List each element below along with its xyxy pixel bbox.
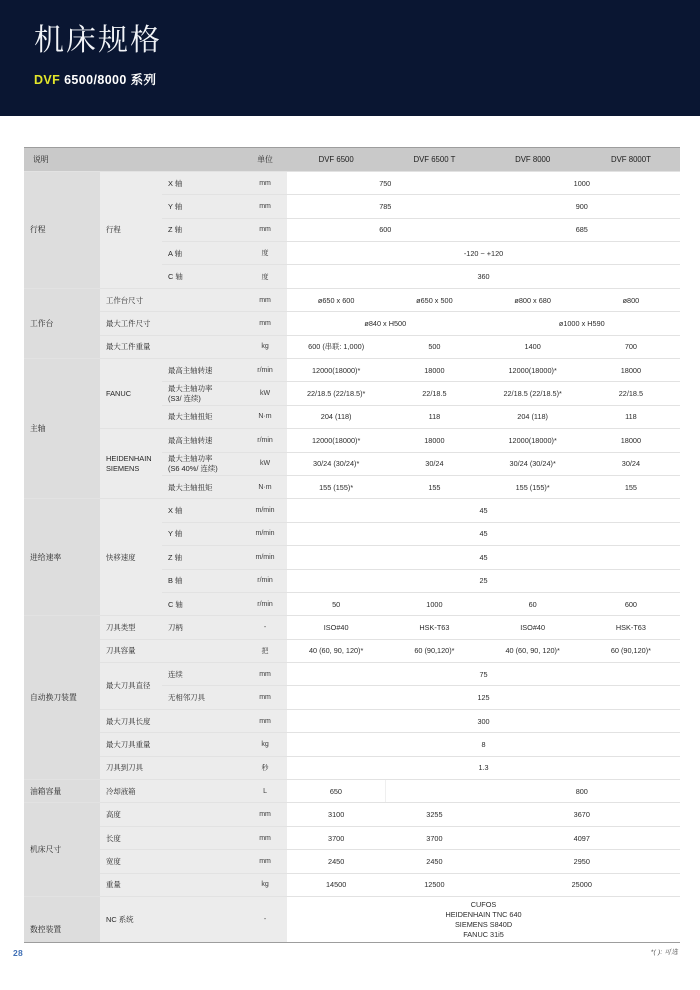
row-label-fanuc-max-power-line2: (S3/ 连续) (168, 393, 201, 403)
col-header-dvf8000t: DVF 8000T (582, 148, 680, 171)
value-travel-x-6500: 750 (287, 171, 484, 194)
value-worktable-size-1: ø650 x 600 (287, 288, 385, 311)
col-header-dvf8000: DVF 8000 (484, 148, 582, 171)
value-fanuc-power-4: 22/18.5 (582, 382, 680, 405)
table-row (24, 826, 680, 849)
value-fanuc-power-1: 22/18.5 (22/18.5)* (287, 382, 385, 405)
value-hs-power-4: 30/24 (582, 452, 680, 475)
row-sublabel-max-tool-dia-no-adjacent: 无相邻刀具 (162, 686, 243, 709)
row-label-hs-max-power (162, 452, 243, 475)
row-label-hs-max-torque: 最大主轴扭矩 (162, 475, 243, 498)
value-tool-capacity-2: 60 (90,120)* (385, 639, 483, 662)
value-tool-capacity-4: 60 (90,120)* (582, 639, 680, 662)
row-label-feed-x: X 轴 (162, 499, 243, 522)
row-label-machine-width: 宽度 (100, 850, 243, 873)
row-unit-travel-c: 度 (243, 265, 287, 288)
value-hs-speed-3: 12000(18000)* (484, 429, 582, 452)
value-hs-torque-3: 155 (155)* (484, 475, 582, 498)
value-hs-torque-4: 155 (582, 475, 680, 498)
value-nc-system-line2: HEIDENHAIN TNC 640 (445, 909, 522, 919)
page-subtitle (34, 70, 156, 88)
row-unit-machine-weight: kg (243, 873, 287, 896)
value-travel-c-all: 360 (287, 265, 680, 288)
row-unit-hs-max-speed: r/min (243, 429, 287, 452)
row-unit-feed-x: m/min (243, 499, 287, 522)
row-unit-travel-y: mm (243, 195, 287, 218)
value-machine-length-34: 4097 (484, 826, 681, 849)
value-fanuc-power-3: 22/18.5 (22/18.5)* (484, 382, 582, 405)
value-nc-system-line4: FANUC 31i5 (463, 929, 504, 939)
value-machine-width-1: 2450 (287, 850, 385, 873)
table-row (24, 709, 680, 732)
row-label-fanuc-max-power (162, 382, 243, 405)
row-label-feed-b: B 轴 (162, 569, 243, 592)
row-label-max-workpiece-weight: 最大工件重量 (100, 335, 243, 358)
value-nc-systems (287, 897, 680, 943)
value-max-tool-dia-continuous: 75 (287, 663, 680, 686)
row-unit-worktable-size: mm (243, 288, 287, 311)
value-hs-speed-2: 18000 (385, 429, 483, 452)
subgroup-label-siemens: SIEMENS (106, 463, 140, 473)
row-label-travel-c: C 轴 (162, 265, 243, 288)
row-label-fanuc-max-power-line1: 最大主轴功率 (168, 383, 213, 393)
value-machine-length-2: 3700 (385, 826, 483, 849)
row-unit-machine-length: mm (243, 826, 287, 849)
table-row (24, 663, 680, 686)
row-label-max-tool-weight: 最大刀具重量 (100, 733, 243, 756)
value-fanuc-torque-3: 204 (118) (484, 405, 582, 428)
table-row (24, 616, 680, 639)
row-label-coolant-tank: 冷却液箱 (100, 780, 243, 803)
value-machine-width-34: 2950 (484, 850, 681, 873)
row-sublabel-tool-shank: 刀柄 (162, 616, 243, 639)
section-label-travel: 行程 (24, 171, 100, 288)
spec-table-wrap (24, 148, 680, 943)
value-machine-width-2: 2450 (385, 850, 483, 873)
row-unit-coolant-tank: L (243, 780, 287, 803)
value-travel-z-8000: 685 (484, 218, 681, 241)
table-row (24, 359, 680, 382)
row-label-travel-y: Y 轴 (162, 195, 243, 218)
section-label-feedrate: 进给速率 (24, 499, 100, 616)
value-travel-z-6500: 600 (287, 218, 484, 241)
row-label-fanuc-max-torque: 最大主轴扭矩 (162, 405, 243, 428)
row-unit-max-workpiece-size: mm (243, 312, 287, 335)
value-max-workpiece-weight-2: 500 (385, 335, 483, 358)
row-unit-max-tool-length: mm (243, 709, 287, 732)
row-label-max-workpiece-size: 最大工件尺寸 (100, 312, 243, 335)
value-feed-c-4: 600 (582, 592, 680, 615)
table-header (24, 148, 680, 171)
value-fanuc-speed-4: 18000 (582, 359, 680, 382)
spec-table (24, 148, 680, 943)
row-label-machine-length: 长度 (100, 826, 243, 849)
row-unit-fanuc-max-speed: r/min (243, 359, 287, 382)
table-row (24, 639, 680, 662)
value-feed-c-2: 1000 (385, 592, 483, 615)
section-label-atc: 自动换刀装置 (24, 616, 100, 780)
value-max-workpiece-size-8000: ø1000 x H590 (484, 312, 681, 335)
value-tool-to-tool: 1.3 (287, 756, 680, 779)
col-header-dvf6500t: DVF 6500 T (385, 148, 483, 171)
subgroup-label-heidenhain: HEIDENHAIN (106, 453, 152, 463)
value-max-workpiece-size-6500: ø840 x H500 (287, 312, 484, 335)
value-hs-torque-2: 155 (385, 475, 483, 498)
value-machine-height-1: 3100 (287, 803, 385, 826)
row-unit-nc-system: - (243, 897, 287, 943)
value-feed-c-3: 60 (484, 592, 582, 615)
value-travel-a-all: -120 ~ +120 (287, 242, 680, 265)
row-unit-max-tool-dia-no-adjacent: mm (243, 686, 287, 709)
value-max-tool-weight: 8 (287, 733, 680, 756)
table-row (24, 780, 680, 803)
value-machine-height-34: 3670 (484, 803, 681, 826)
row-unit-hs-max-torque: N·m (243, 475, 287, 498)
row-label-tool-to-tool: 刀具到刀具 (100, 756, 243, 779)
value-fanuc-torque-2: 118 (385, 405, 483, 428)
value-hs-torque-1: 155 (155)* (287, 475, 385, 498)
row-unit-max-workpiece-weight: kg (243, 335, 287, 358)
value-worktable-size-4: ø800 (582, 288, 680, 311)
table-row (24, 733, 680, 756)
col-header-dvf6500: DVF 6500 (287, 148, 385, 171)
value-tool-type-2: HSK-T63 (385, 616, 483, 639)
value-tool-type-4: HSK-T63 (582, 616, 680, 639)
value-max-workpiece-weight-1: 600 (串联: 1,000) (287, 335, 385, 358)
section-label-spindle: 主轴 (24, 359, 100, 499)
value-fanuc-speed-3: 12000(18000)* (484, 359, 582, 382)
table-row (24, 499, 680, 522)
section-label-tank: 油箱容量 (24, 780, 100, 803)
value-tool-capacity-3: 40 (60, 90, 120)* (484, 639, 582, 662)
row-label-machine-height: 高度 (100, 803, 243, 826)
row-unit-feed-c: r/min (243, 592, 287, 615)
page-header-band (0, 0, 700, 116)
row-unit-feed-y: m/min (243, 522, 287, 545)
row-label-feed-y: Y 轴 (162, 522, 243, 545)
value-coolant-tank-2 (385, 780, 483, 803)
table-row (24, 288, 680, 311)
value-tool-type-1: ISO#40 (287, 616, 385, 639)
value-travel-x-8000: 1000 (484, 171, 681, 194)
table-row (24, 897, 680, 943)
row-label-travel-x: X 轴 (162, 171, 243, 194)
value-max-workpiece-weight-4: 700 (582, 335, 680, 358)
row-label-feed-c: C 轴 (162, 592, 243, 615)
value-hs-speed-1: 12000(18000)* (287, 429, 385, 452)
subtitle-brand: DVF (34, 73, 61, 87)
value-max-tool-length: 300 (287, 709, 680, 732)
table-row (24, 171, 680, 194)
value-fanuc-speed-1: 12000(18000)* (287, 359, 385, 382)
table-row (24, 429, 680, 452)
value-nc-system-line1: CUFOS (470, 900, 497, 909)
section-label-worktable: 工作台 (24, 288, 100, 358)
value-machine-weight-1: 14500 (287, 873, 385, 896)
row-label-max-tool-length: 最大刀具长度 (100, 709, 243, 732)
row-label-worktable-size: 工作台尺寸 (100, 288, 243, 311)
footnote-optional: *( ): 可选 (650, 949, 678, 956)
row-unit-hs-max-power: kW (243, 452, 287, 475)
value-worktable-size-2: ø650 x 500 (385, 288, 483, 311)
subtitle-model: 6500/8000 系列 (64, 73, 157, 87)
value-tool-capacity-1: 40 (60, 90, 120)* (287, 639, 385, 662)
row-label-max-tool-diameter: 最大刀具直径 (100, 663, 162, 710)
row-label-machine-weight: 重量 (100, 873, 243, 896)
row-label-hs-max-speed: 最高主轴转速 (162, 429, 243, 452)
value-feed-c-1: 50 (287, 592, 385, 615)
value-max-workpiece-weight-3: 1400 (484, 335, 582, 358)
value-worktable-size-3: ø800 x 680 (484, 288, 582, 311)
value-travel-y-8000: 900 (484, 195, 681, 218)
row-unit-travel-a: 度 (243, 242, 287, 265)
row-unit-tool-to-tool: 秒 (243, 756, 287, 779)
value-feed-b-all: 25 (287, 569, 680, 592)
value-tool-type-3: ISO#40 (484, 616, 582, 639)
row-label-travel-z: Z 轴 (162, 218, 243, 241)
row-unit-tool-type: - (243, 616, 287, 639)
value-hs-speed-4: 18000 (582, 429, 680, 452)
col-header-description: 说明 (24, 148, 243, 171)
page-title: 机床规格 (34, 24, 162, 57)
row-label-hs-max-power-line2: (S6 40%/ 连续) (168, 463, 218, 473)
value-feed-y-all: 45 (287, 522, 680, 545)
subgroup-label-heidenhain-siemens (100, 429, 162, 499)
value-coolant-tank-34: 800 (484, 780, 681, 803)
row-unit-travel-z: mm (243, 218, 287, 241)
value-max-tool-dia-no-adjacent: 125 (287, 686, 680, 709)
row-unit-tool-capacity: 把 (243, 639, 287, 662)
value-travel-y-6500: 785 (287, 195, 484, 218)
row-unit-feed-z: m/min (243, 546, 287, 569)
row-label-tool-type: 刀具类型 (100, 616, 162, 639)
value-fanuc-torque-4: 118 (582, 405, 680, 428)
header-row (24, 148, 680, 171)
row-unit-max-tool-weight: kg (243, 733, 287, 756)
value-machine-length-1: 3700 (287, 826, 385, 849)
table-row (24, 335, 680, 358)
row-unit-machine-width: mm (243, 850, 287, 873)
table-row (24, 756, 680, 779)
table-row (24, 312, 680, 335)
row-unit-machine-height: mm (243, 803, 287, 826)
value-feed-x-all: 45 (287, 499, 680, 522)
value-feed-z-all: 45 (287, 546, 680, 569)
value-hs-power-3: 30/24 (30/24)* (484, 452, 582, 475)
value-machine-weight-34: 25000 (484, 873, 681, 896)
value-hs-power-2: 30/24 (385, 452, 483, 475)
row-unit-travel-x: mm (243, 171, 287, 194)
subgroup-label-travel: 行程 (100, 171, 162, 288)
subgroup-label-rapid-traverse: 快移速度 (100, 499, 162, 616)
row-label-feed-z: Z 轴 (162, 546, 243, 569)
row-unit-fanuc-max-power: kW (243, 382, 287, 405)
subgroup-label-fanuc: FANUC (100, 359, 162, 429)
row-label-fanuc-max-speed: 最高主轴转速 (162, 359, 243, 382)
table-bottom-rule (24, 942, 680, 943)
value-hs-power-1: 30/24 (30/24)* (287, 452, 385, 475)
row-label-tool-capacity: 刀具容量 (100, 639, 243, 662)
value-fanuc-speed-2: 18000 (385, 359, 483, 382)
row-unit-feed-b: r/min (243, 569, 287, 592)
row-sublabel-max-tool-dia-continuous: 连续 (162, 663, 243, 686)
value-fanuc-torque-1: 204 (118) (287, 405, 385, 428)
value-fanuc-power-2: 22/18.5 (385, 382, 483, 405)
section-label-nc: 数控装置 (24, 897, 100, 943)
value-coolant-tank-1: 650 (287, 780, 385, 803)
row-label-travel-a: A 轴 (162, 242, 243, 265)
value-nc-system-line3: SIEMENS S840D (454, 919, 513, 929)
value-machine-height-2: 3255 (385, 803, 483, 826)
section-label-machine-dimensions: 机床尺寸 (24, 803, 100, 897)
row-label-nc-system: NC 系统 (100, 897, 243, 943)
row-unit-fanuc-max-torque: N·m (243, 405, 287, 428)
row-unit-max-tool-dia-continuous: mm (243, 663, 287, 686)
row-label-hs-max-power-line1: 最大主轴功率 (168, 453, 213, 463)
table-row (24, 850, 680, 873)
value-machine-weight-2: 12500 (385, 873, 483, 896)
table-row (24, 803, 680, 826)
col-header-unit: 单位 (243, 148, 287, 171)
table-row (24, 873, 680, 896)
page-number: 28 (13, 948, 24, 958)
